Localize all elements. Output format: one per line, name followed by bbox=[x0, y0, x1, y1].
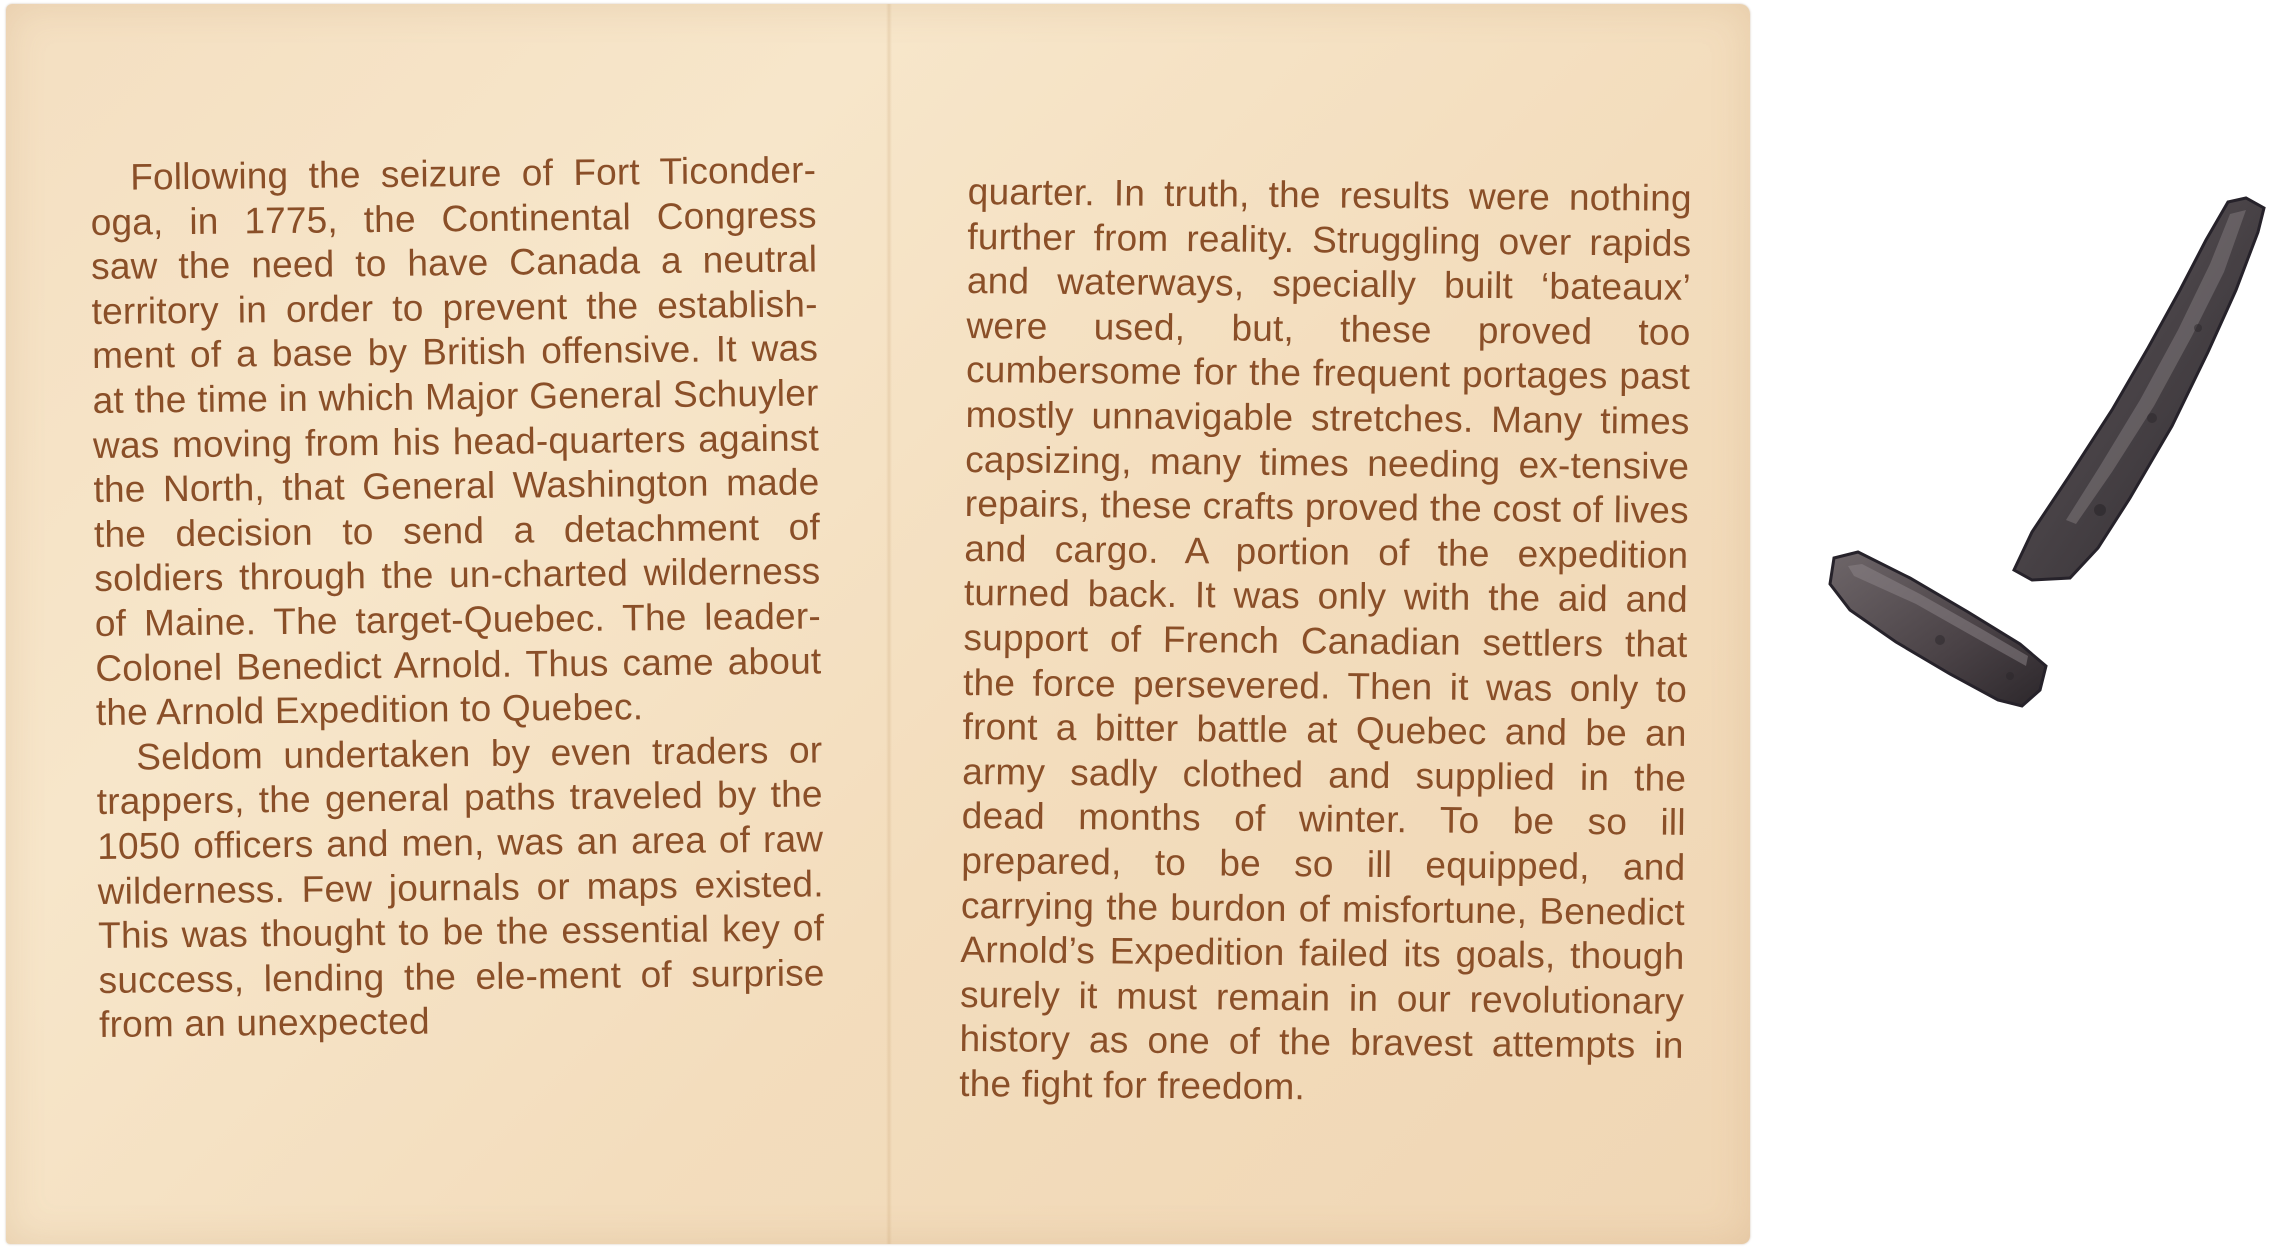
left-text-column bbox=[90, 148, 825, 1047]
card-fold-line bbox=[886, 4, 892, 1244]
right-text-column bbox=[959, 170, 1692, 1113]
left-paragraph-2: Seldom undertaken by even traders or trappers, the general paths traveled by the 1050 officers and men, was an area of raw wilderness. Few journals or maps existed. This was thought to be the essential key of success, lending the ele-ment of surprise from an unexpected bbox=[96, 729, 825, 1046]
right-paragraph-1: quarter. In truth, the results were nothing further from reality. Struggling over rapids and waterways, specially built ‘bateaux’ were used, but, these proved too cumbersome for the frequent portages past mostly unnavigable stretches. Many times capsizing, many times needing ex-tensive repairs, these crafts proved the cost of lives and cargo. A portion of the expedition turned back. It was only with the aid and support of French Canadian settlers that the force persevered. Then it was only to front a bitter battle at Quebec and be an army sadly clothed and supplied in the dead months of winter. To be so ill prepared, to be so ill equipped, and carrying the burdon of misfortune, Benedict Arnold’s Expedition failed its goals, though surely it must remain in our revolutionary history as one of the bravest attempts in the fight for freedom. bbox=[959, 170, 1692, 1108]
information-card bbox=[6, 4, 1750, 1244]
left-paragraph-1: Following the seizure of Fort Ticonder-oga, in 1775, the Continental Congress saw the need to have Canada a neutral territory in order to prevent the establish-ment of a base by British offensive. It was at the time in which Major General Schuyler was moving from his head-quarters against the North, that General Washington made the decision to send a detachment of soldiers through the un-charted wilderness of Maine. The target-Quebec. The leader-Colonel Benedict Arnold. Thus came about the Arnold Expedition to Quebec. bbox=[90, 149, 822, 734]
forged-iron-nail-icon bbox=[1800, 180, 2271, 740]
